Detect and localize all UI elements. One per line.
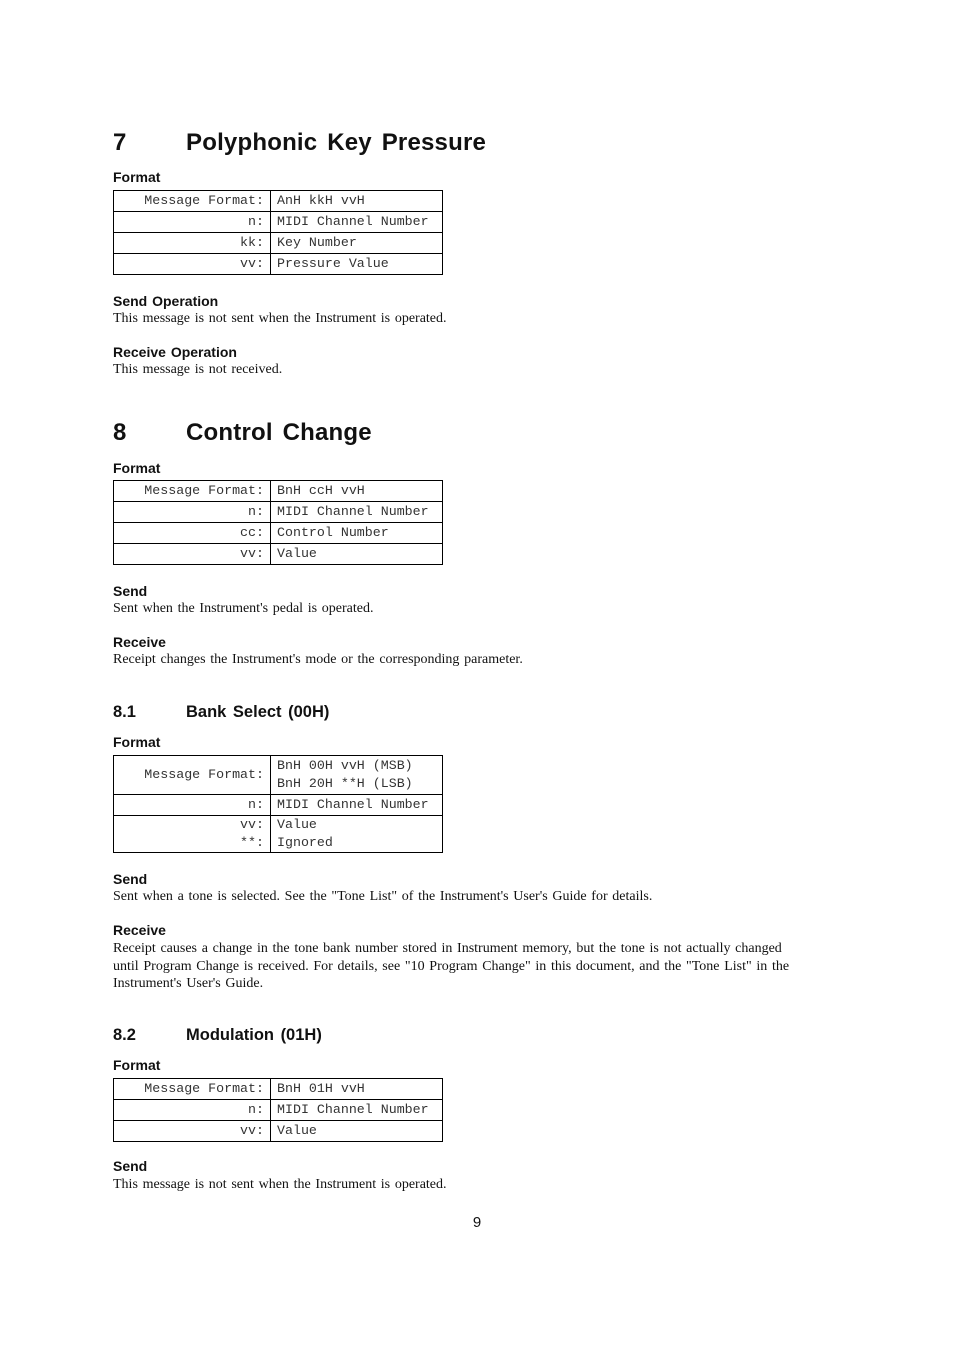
table-key: vv: [114, 1121, 271, 1142]
section-number: 7 [113, 129, 127, 156]
section-number: 8 [113, 419, 127, 446]
send-label: Send [113, 871, 148, 887]
format-label: Format [113, 734, 161, 750]
receive-operation-label: Receive Operation [113, 344, 237, 360]
table-key: Message Format: [114, 756, 271, 795]
section-title: Polyphonic Key Pressure [186, 129, 487, 156]
heading-polyphonic-key-pressure [113, 129, 486, 157]
table-row [114, 756, 443, 795]
section-number: 8.1 [113, 703, 136, 721]
table-row [114, 191, 443, 212]
table-key: Message Format: [114, 1079, 271, 1100]
table-key: Message Format: [114, 191, 271, 212]
send-label: Send [113, 1158, 148, 1174]
send-label: Send [113, 583, 148, 599]
send-text: Sent when the Instrument's pedal is operated. [113, 601, 374, 616]
table-value: BnH 00H vvH (MSB) BnH 20H **H (LSB) [271, 756, 443, 795]
send-text: Sent when a tone is selected. See the "Tone List" of the Instrument's User's Guide for details. [113, 889, 653, 904]
format-table-control-change [113, 480, 443, 565]
table-row [114, 1100, 443, 1121]
table-row [114, 816, 443, 853]
table-value: Key Number [271, 233, 443, 254]
table-key: vv: [114, 254, 271, 275]
receive-label: Receive [113, 922, 166, 938]
page-number: 9 [472, 1214, 482, 1231]
heading-control-change [113, 419, 372, 447]
format-label: Format [113, 169, 161, 185]
table-key: cc: [114, 523, 271, 544]
table-row [114, 1079, 443, 1100]
table-value: MIDI Channel Number [271, 1100, 443, 1121]
table-value: Value [271, 544, 443, 565]
heading-modulation [113, 1026, 322, 1045]
section-title: Bank Select (00H) [186, 703, 330, 721]
format-table-bank-select [113, 755, 443, 853]
table-value: Value [271, 1121, 443, 1142]
table-value: MIDI Channel Number [271, 795, 443, 816]
table-row [114, 212, 443, 233]
receive-text: Receipt causes a change in the tone bank number stored in Instrument memory, but the tone is not actually changed until Program Change is received. For details, see "10 Program Change" in this document, and the "Tone List" in the Instrument's User's Guide. [113, 941, 790, 991]
format-table-modulation [113, 1078, 443, 1142]
table-key: n: [114, 502, 271, 523]
table-row [114, 502, 443, 523]
table-value: AnH kkH vvH [271, 191, 443, 212]
table-row [114, 1121, 443, 1142]
table-key: vv: **: [114, 816, 271, 853]
receive-text: Receipt changes the Instrument's mode or the corresponding parameter. [113, 652, 523, 667]
section-title: Modulation (01H) [186, 1026, 322, 1044]
send-text: This message is not sent when the Instrument is operated. [113, 1177, 447, 1192]
table-row [114, 795, 443, 816]
table-row [114, 481, 443, 502]
table-key: kk: [114, 233, 271, 254]
table-value: MIDI Channel Number [271, 212, 443, 233]
send-operation-text: This message is not sent when the Instrument is operated. [113, 311, 447, 326]
table-value: BnH 01H vvH [271, 1079, 443, 1100]
table-key: n: [114, 1100, 271, 1121]
section-number: 8.2 [113, 1026, 136, 1044]
format-label: Format [113, 460, 161, 476]
table-value: Pressure Value [271, 254, 443, 275]
section-title: Control Change [186, 419, 372, 446]
send-operation-label: Send Operation [113, 293, 219, 309]
table-value: Control Number [271, 523, 443, 544]
table-row [114, 254, 443, 275]
table-value: Value Ignored [271, 816, 443, 853]
table-key: n: [114, 212, 271, 233]
receive-operation-text: This message is not received. [113, 362, 283, 377]
table-row [114, 544, 443, 565]
receive-label: Receive [113, 634, 166, 650]
table-value: MIDI Channel Number [271, 502, 443, 523]
table-key: vv: [114, 544, 271, 565]
table-key: Message Format: [114, 481, 271, 502]
heading-bank-select [113, 703, 329, 722]
table-value: BnH ccH vvH [271, 481, 443, 502]
table-row [114, 233, 443, 254]
format-label: Format [113, 1057, 161, 1073]
table-row [114, 523, 443, 544]
table-key: n: [114, 795, 271, 816]
format-table-polyphonic-key-pressure [113, 190, 443, 275]
